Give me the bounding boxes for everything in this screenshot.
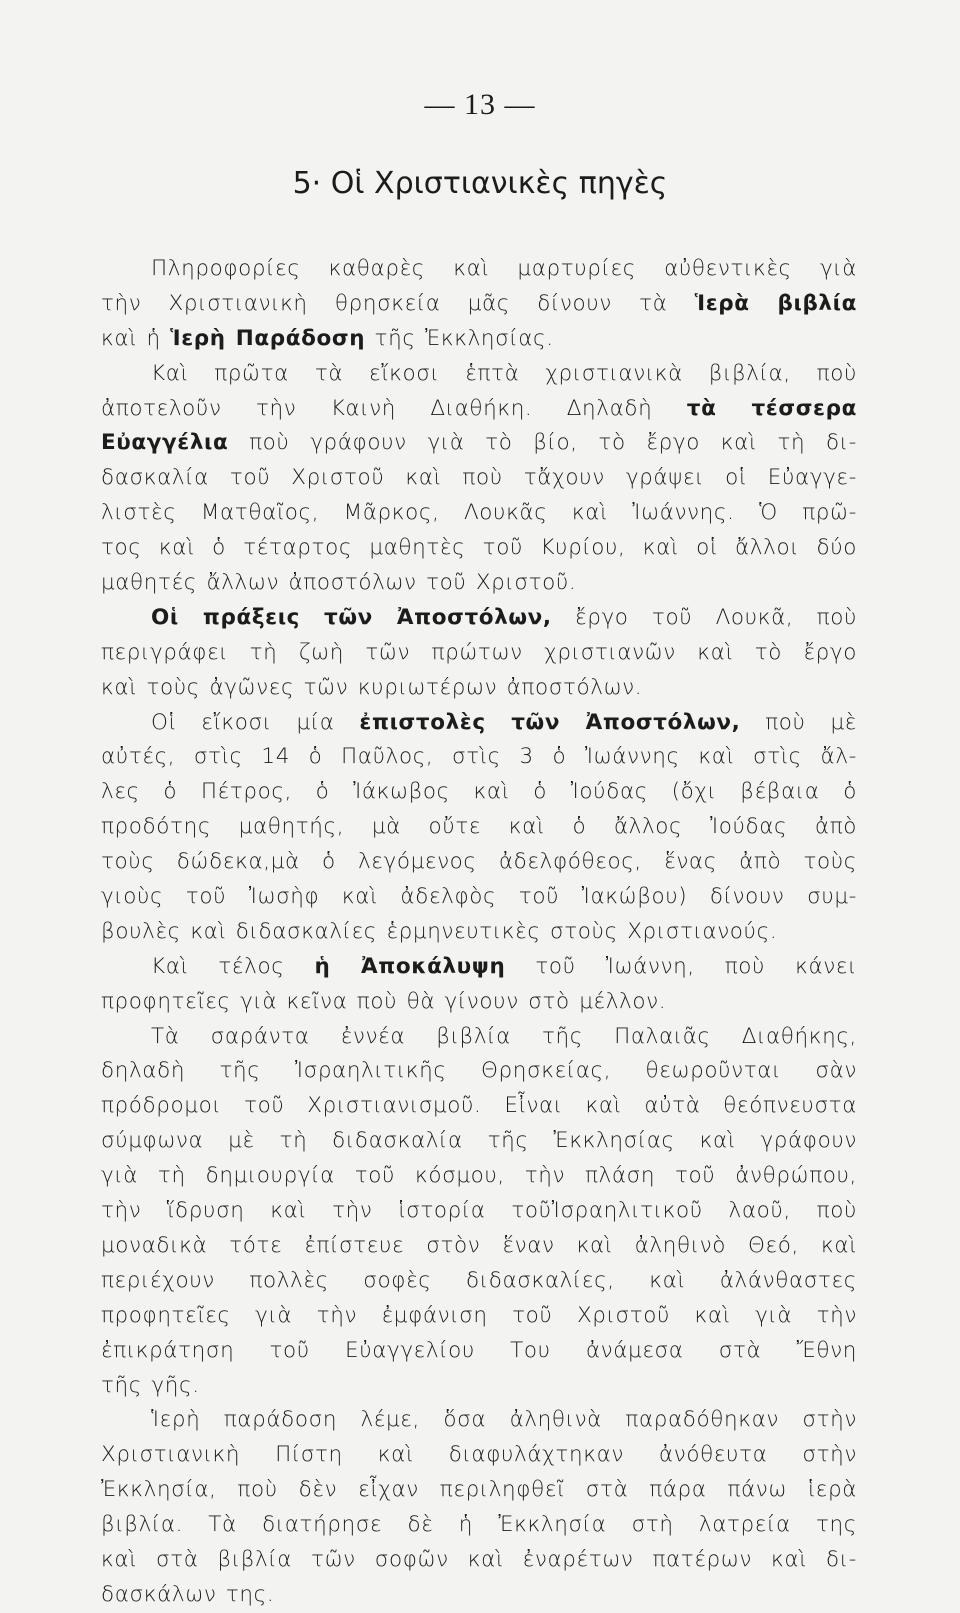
- text-run: Ἱερὴ παράδοση λέμε, ὅσα ἀληθινὰ παραδόθηκαν στὴν: [151, 1407, 857, 1433]
- text-run: δασκάλων της.: [101, 1581, 275, 1607]
- text-line: [101, 915, 857, 950]
- text-line: [101, 1299, 857, 1334]
- text-line: [101, 531, 857, 566]
- text-line: [101, 1578, 857, 1613]
- body-text: [101, 252, 857, 1613]
- text-line: [101, 671, 857, 706]
- text-run: τοὺς δώδεκα,μὰ ὁ λεγόμενος ἀδελφόθεος, ἕνας ἀπὸ τοὺς: [101, 849, 857, 875]
- text-line: [101, 1508, 857, 1543]
- text-line: [101, 1054, 857, 1089]
- page-number: — 13 —: [424, 88, 536, 121]
- text-run: Οἱ εἴκοσι μία: [151, 709, 360, 735]
- text-run: ποὺ γράφουν γιὰ τὸ βίο, τὸ ἔργο καὶ τὴ δι-: [228, 430, 857, 456]
- text-run: δασκαλία τοῦ Χριστοῦ καὶ ποὺ τἄχουν γράψει οἱ Εὐαγγε-: [101, 465, 857, 491]
- text-line: [101, 287, 857, 322]
- text-line: [101, 1229, 857, 1264]
- text-run: σύμφωνα μὲ τὴ διδασκαλία τῆς Ἐκκλησίας καὶ γράφουν: [101, 1128, 857, 1154]
- bold-term: ἐπιστολὲς τῶν Ἀποστόλων,: [359, 709, 741, 735]
- text-run: μαθητές ἄλλων ἀποστόλων τοῦ Χριστοῦ.: [101, 570, 577, 596]
- text-line: [101, 775, 857, 810]
- text-run: τῆς Ἐκκλησίας.: [365, 325, 554, 351]
- text-run: Καὶ τέλος: [151, 953, 315, 979]
- text-run: γιοὺς τοῦ Ἰωσὴφ καὶ ἀδελφὸς τοῦ Ἰακώβου) δίνουν συμ-: [101, 884, 857, 910]
- text-line: [101, 1124, 857, 1159]
- text-run: λιστὲς Ματθαῖος, Μᾶρκος, Λουκᾶς καὶ Ἰωάννης. Ὁ πρῶ-: [101, 500, 857, 526]
- text-line: [101, 496, 857, 531]
- text-line: [101, 1438, 857, 1473]
- text-line: [101, 1543, 857, 1578]
- text-run: Ἐκκλησία, ποὺ δὲν εἶχαν περιληφθεῖ στὰ πάρα πάνω ἱερὰ: [101, 1477, 857, 1503]
- text-run: προφητεῖες γιὰ τὴν ἐμφάνιση τοῦ Χριστοῦ καὶ γιὰ τὴν: [101, 1302, 857, 1328]
- text-run: δηλαδὴ τῆς Ἰσραηλιτικῆς Θρησκείας, θεωροῦνται σὰν: [101, 1058, 857, 1084]
- text-run: γιὰ τὴ δημιουργία τοῦ κόσμου, τὴν πλάση τοῦ ἀνθρώπου,: [101, 1163, 857, 1189]
- text-run: βιβλία. Τὰ διατήρησε δὲ ἡ Ἐκκλησία στὴ λατρεία της: [101, 1512, 857, 1538]
- text-line: [101, 322, 857, 357]
- bold-term: ἡ Ἀποκάλυψη: [314, 953, 506, 979]
- text-run: Τὰ σαράντα ἐννέα βιβλία τῆς Παλαιᾶς Διαθήκης,: [151, 1023, 857, 1049]
- text-line: [101, 601, 857, 636]
- text-run: ἔργο τοῦ Λουκᾶ, ποὺ: [551, 604, 857, 630]
- text-run: Χριστιανικὴ Πίστη καὶ διαφυλάχτηκαν ἀνόθευτα στὴν: [101, 1442, 857, 1468]
- text-line: [101, 461, 857, 496]
- bold-term: Ἱερὰ βιβλία: [694, 290, 857, 316]
- text-line: [101, 1473, 857, 1508]
- text-run: αὐτές, στὶς 14 ὁ Παῦλος, στὶς 3 ὁ Ἰωάννης καὶ στὶς ἄλ-: [101, 744, 857, 770]
- text-run: βουλὲς καὶ διδασκαλίες ἑρμηνευτικὲς στοὺς Χριστιανούς.: [101, 918, 778, 944]
- text-run: Πληροφορίες καθαρὲς καὶ μαρτυρίες αὐθεντικὲς γιὰ: [151, 256, 857, 281]
- text-line: [101, 1089, 857, 1124]
- text-run: λες ὁ Πέτρος, ὁ Ἰάκωβος καὶ ὁ Ἰούδας (ὄχι βέβαια ὁ: [101, 779, 857, 805]
- text-line: [101, 1264, 857, 1299]
- text-run: τῆς γῆς.: [101, 1372, 200, 1398]
- text-line: [101, 880, 857, 915]
- bold-term: Ἱερὴ Παράδοση: [170, 325, 366, 351]
- text-run: τὴν Χριστιανικὴ θρησκεία μᾶς δίνουν τὰ: [101, 290, 695, 316]
- text-run: Καὶ πρῶτα τὰ εἴκοσι ἑπτὰ χριστιανικὰ βιβλία, ποὺ: [151, 360, 857, 386]
- text-line: [101, 706, 857, 741]
- text-line: [101, 252, 857, 287]
- text-line: [101, 392, 857, 427]
- bold-term: τὰ τέσσερα: [686, 395, 857, 421]
- text-line: [101, 985, 857, 1020]
- text-run: περιέχουν πολλὲς σοφὲς διδασκαλίες, καὶ ἀλάνθαστες: [101, 1267, 857, 1293]
- text-line: [101, 357, 857, 392]
- bold-term: Εὐαγγέλια: [101, 430, 229, 456]
- text-line: [101, 1020, 857, 1055]
- text-run: καὶ ἡ: [101, 325, 171, 351]
- text-run: μοναδικὰ τότε ἐπίστευε στὸν ἕναν καὶ ἀληθινὸ Θεό, καὶ: [101, 1232, 857, 1258]
- section-heading: 5· Οἱ Χριστιανικὲς πηγὲς: [292, 166, 668, 201]
- text-run: ποὺ μὲ: [740, 709, 857, 735]
- text-line: [101, 810, 857, 845]
- text-line: [101, 845, 857, 880]
- text-run: ἐπικράτηση τοῦ Εὐαγγελίου Του ἀνάμεσα στὰ Ἔθνη: [101, 1337, 857, 1363]
- text-run: καὶ τοὺς ἀγῶνες τῶν κυριωτέρων ἀποστόλων.: [101, 674, 643, 700]
- text-run: ἀποτελοῦν τὴν Καινὴ Διαθήκη. Δηλαδὴ: [101, 395, 687, 421]
- text-line: [101, 1159, 857, 1194]
- text-line: [101, 950, 857, 985]
- text-line: [101, 1369, 857, 1404]
- text-run: πρόδρομοι τοῦ Χριστιανισμοῦ. Εἶναι καὶ αὐτὰ θεόπνευστα: [101, 1093, 857, 1119]
- text-line: [101, 1334, 857, 1369]
- text-line: [101, 740, 857, 775]
- text-run: καὶ στὰ βιβλία τῶν σοφῶν καὶ ἐναρέτων πατέρων καὶ δι-: [101, 1546, 857, 1572]
- text-run: τὴν ἵδρυση καὶ τὴν ἱστορία τοῦἸσραηλιτικοῦ λαοῦ, ποὺ: [101, 1198, 857, 1224]
- text-line: [101, 426, 857, 461]
- bold-term: Οἱ πράξεις τῶν Ἀποστόλων,: [151, 604, 552, 630]
- text-line: [101, 1403, 857, 1438]
- text-run: τος καὶ ὁ τέταρτος μαθητὲς τοῦ Κυρίου, καὶ οἱ ἄλλοι δύο: [101, 535, 857, 561]
- text-line: [101, 1194, 857, 1229]
- text-run: περιγράφει τὴ ζωὴ τῶν πρώτων χριστιανῶν καὶ τὸ ἔργο: [101, 639, 857, 665]
- text-run: προφητεῖες γιὰ κεῖνα ποὺ θὰ γίνουν στὸ μέλλον.: [101, 988, 667, 1014]
- text-run: προδότης μαθητής, μὰ οὔτε καὶ ὁ ἄλλος Ἰούδας ἀπὸ: [101, 814, 857, 840]
- text-line: [101, 636, 857, 671]
- text-line: [101, 566, 857, 601]
- text-run: τοῦ Ἰωάννη, ποὺ κάνει: [505, 953, 858, 979]
